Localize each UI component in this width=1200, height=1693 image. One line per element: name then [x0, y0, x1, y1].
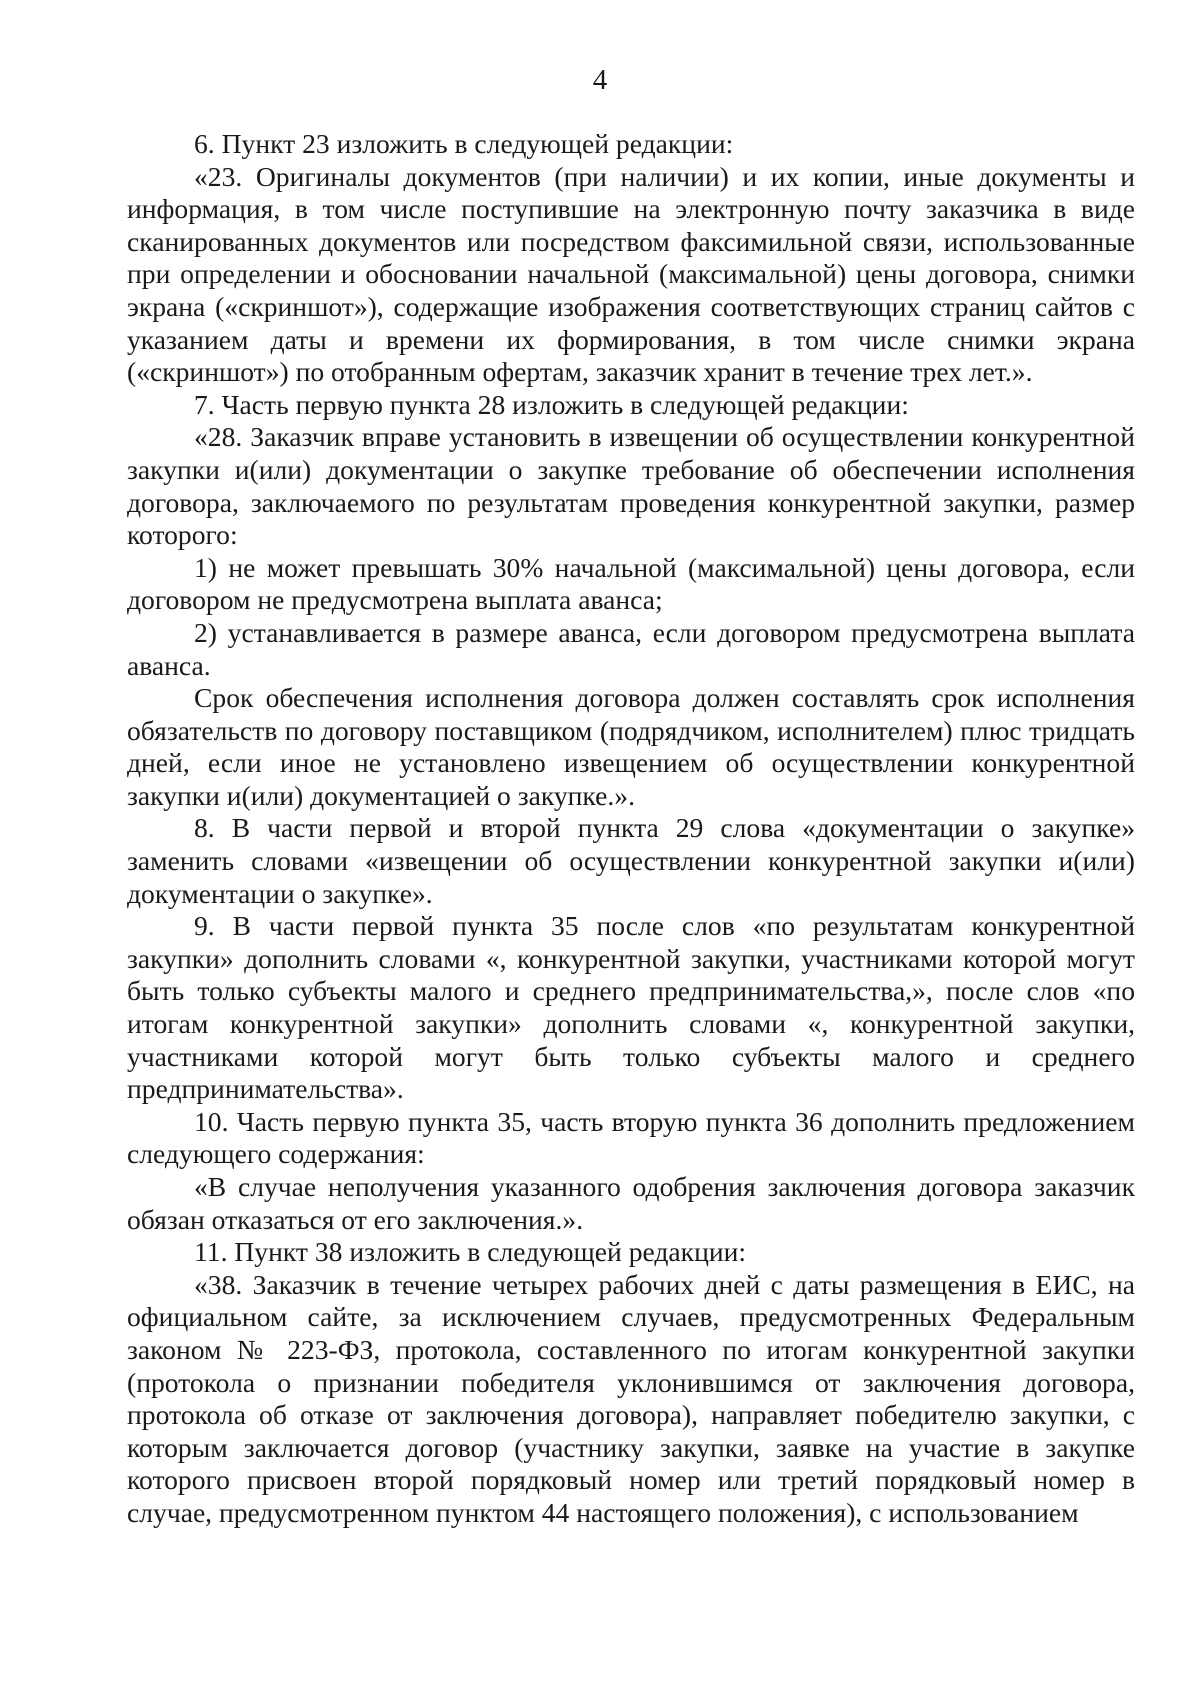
paragraph-item-8: 8. В части первой и второй пункта 29 слова «документации о закупке» заменить словами «извещении об осуществлении конкурентной закупки и(или) документации о закупке».	[127, 812, 1135, 909]
paragraph-subitem-2: 2) устанавливается в размере аванса, если договором предусмотрена выплата аванса.	[127, 616, 1135, 681]
paragraph-item-10: 10. Часть первую пункта 35, часть вторую пункта 36 дополнить предложением следующего содержания:	[127, 1105, 1135, 1170]
page-number: 4	[592, 64, 608, 96]
paragraph-item-10-quote: «В случае неполучения указанного одобрения заключения договора заказчик обязан отказаться от его заключения.».	[127, 1171, 1135, 1235]
paragraph-item-9: 9. В части первой пункта 35 после слов «по результатам конкурентной закупки» дополнить словами «, конкурентной закупки, участниками которой могут быть только субъекты малого и среднего предпринимательства,», после слов «по итогам конкурентной закупки» дополнить словами «, конкурентной закупки, участниками которой могут быть только субъекты малого и среднего предпринимательства».	[127, 910, 1135, 1105]
paragraph-item-11-heading: 11. Пункт 38 изложить в следующей редакции:	[194, 1236, 747, 1268]
paragraph-item-7-heading: 7. Часть первую пункта 28 изложить в следующей редакции:	[194, 388, 909, 420]
paragraph-item-38-text: «38. Заказчик в течение четырех рабочих дней с даты размещения в ЕИС, на официальном сайте, за исключением случаев, предусмотренных Федеральным законом № 223-ФЗ, протокола, составленного по итогам конкурентной закупки (протокола о признании победителя уклонившимся от заключения договора, протокола об отказе от заключения договора), направляет победителю закупки, с которым заключается договор (участнику закупки, заявке на участие в закупке которого присвоен второй порядковый номер или третий порядковый номер в случае, предусмотренном пунктом 44 настоящего положения), с использованием	[127, 1268, 1135, 1528]
document-body	[127, 128, 1135, 1530]
paragraph-item-28-text: «28. Заказчик вправе установить в извещении об осуществлении конкурентной закупки и(или) документации о закупке требование об обеспечении исполнения договора, заключаемого по результатам проведения конкурентной закупки, размер которого:	[127, 421, 1135, 551]
paragraph-subitem-1: 1) не может превышать 30% начальной (максимальной) цены договора, если договором не предусмотрена выплата аванса;	[127, 551, 1135, 616]
paragraph-item-6-heading: 6. Пункт 23 изложить в следующей редакции:	[194, 128, 734, 159]
paragraph-item-23-text: «23. Оригиналы документов (при наличии) и их копии, иные документы и информация, в том числе поступившие на электронную почту заказчика в виде сканированных документов или посредством факсимильной связи, использованные при определении и обосновании начальной (максимальной) цены договора, снимки экрана («скриншот»), содержащие изображения соответствующих страниц сайтов с указанием даты и времени их формирования, в том числе снимки экрана («скриншот») по отобранным офертам, заказчик хранит в течение трех лет.».	[127, 160, 1135, 388]
paragraph-security-term: Срок обеспечения исполнения договора должен составлять срок исполнения обязательств по договору поставщиком (подрядчиком, исполнителем) плюс тридцать дней, если иное не установлено извещением об осуществлении конкурентной закупки и(или) документацией о закупке.».	[127, 682, 1135, 811]
